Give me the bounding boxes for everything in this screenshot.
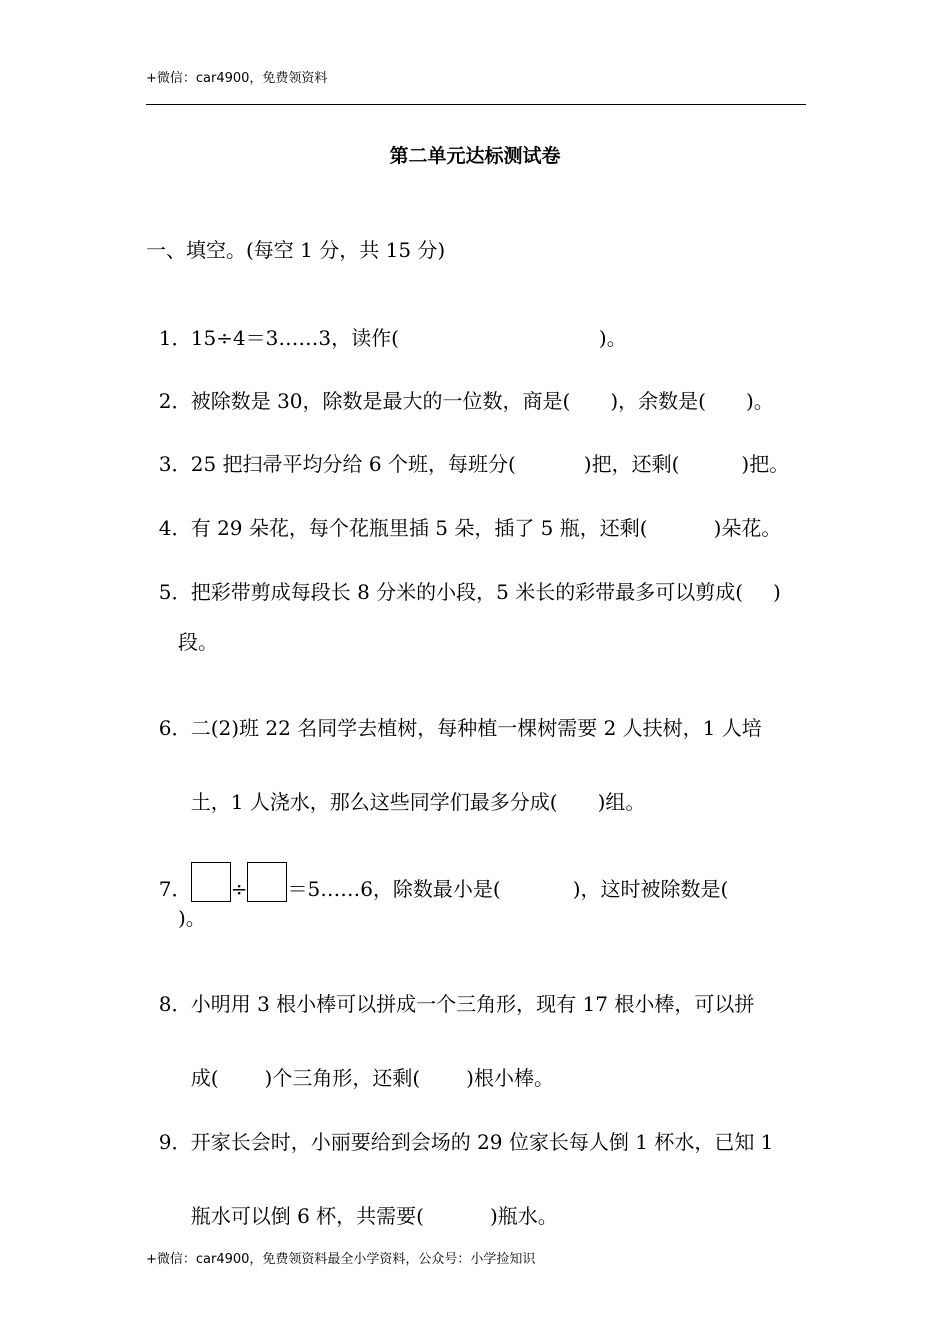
question-4 (146, 492, 781, 540)
question-text: )朵花。 (713, 516, 782, 540)
question-text: )组。 (597, 790, 646, 814)
question-text: 有 29 朵花，每个花瓶里插 5 朵，插了 5 瓶，还剩( (190, 516, 648, 540)
question-number: 3． (158, 452, 192, 476)
question-number: 4． (158, 516, 192, 540)
question-3 (146, 428, 789, 476)
question-6 (146, 692, 762, 740)
question-number: 9． (158, 1130, 192, 1154)
question-text: 15÷4＝3……3，读作( (190, 326, 399, 350)
divisor-box[interactable] (247, 862, 287, 902)
header-note: +微信：car4900，免费领资料 (146, 71, 328, 86)
division-sign: ÷ (230, 877, 248, 901)
question-number: 7． (158, 877, 192, 901)
question-text: )。 (745, 389, 774, 413)
question-6-continued (178, 766, 645, 814)
question-text: )把，还剩( (583, 452, 680, 476)
question-9-continued (178, 1180, 558, 1228)
question-8 (146, 968, 754, 1016)
question-text: 被除数是 30，除数是最大的一位数，商是( (190, 389, 571, 413)
question-text: )，余数是( (610, 389, 706, 413)
question-text: )根小棒。 (466, 1066, 554, 1090)
question-text: )瓶水。 (489, 1204, 558, 1228)
question-7-continued: )。 (178, 906, 206, 930)
footer-note: +微信：car4900，免费领资料最全小学资料，公众号：小学捡知识 (146, 1252, 536, 1267)
question-text: 成( (190, 1066, 219, 1090)
page-title: 第二单元达标测试卷 (389, 145, 561, 167)
question-text: 二(2)班 22 名同学去植树，每种植一棵树需要 2 人扶树，1 人培 (190, 716, 762, 740)
question-text: ) (773, 580, 781, 604)
question-7 (146, 838, 728, 902)
question-8-continued (178, 1042, 554, 1090)
question-text: )。 (598, 326, 627, 350)
question-5-continued: 段。 (178, 630, 218, 654)
question-1 (146, 302, 627, 350)
question-text: 土，1 人浇水，那么这些同学们最多分成( (190, 790, 558, 814)
question-number: 2． (158, 389, 192, 413)
question-text: 把彩带剪成每段长 8 分米的小段，5 米长的彩带最多可以剪成( (190, 580, 744, 604)
question-number: 8． (158, 992, 192, 1016)
question-number: 1． (158, 326, 192, 350)
question-9 (146, 1106, 773, 1154)
question-2 (146, 365, 774, 413)
question-text: 小明用 3 根小棒可以拼成一个三角形，现有 17 根小棒，可以拼 (190, 992, 755, 1016)
dividend-box[interactable] (191, 862, 231, 902)
question-text: )把。 (741, 452, 790, 476)
question-5 (146, 556, 781, 604)
question-text: ＝5……6，除数最小是( (287, 877, 501, 901)
question-number: 6． (158, 716, 192, 740)
question-text: 开家长会时，小丽要给到会场的 29 位家长每人倒 1 杯水，已知 1 (190, 1130, 774, 1154)
question-text: )个三角形，还剩( (264, 1066, 421, 1090)
question-text: 25 把扫帚平均分给 6 个班，每班分( (190, 452, 516, 476)
question-number: 5． (158, 580, 192, 604)
question-text: 瓶水可以倒 6 杯，共需要( (190, 1204, 424, 1228)
header-divider (146, 104, 806, 105)
question-text: )，这时被除数是( (572, 877, 729, 901)
section-heading: 一、填空。(每空 1 分，共 15 分) (146, 238, 446, 262)
